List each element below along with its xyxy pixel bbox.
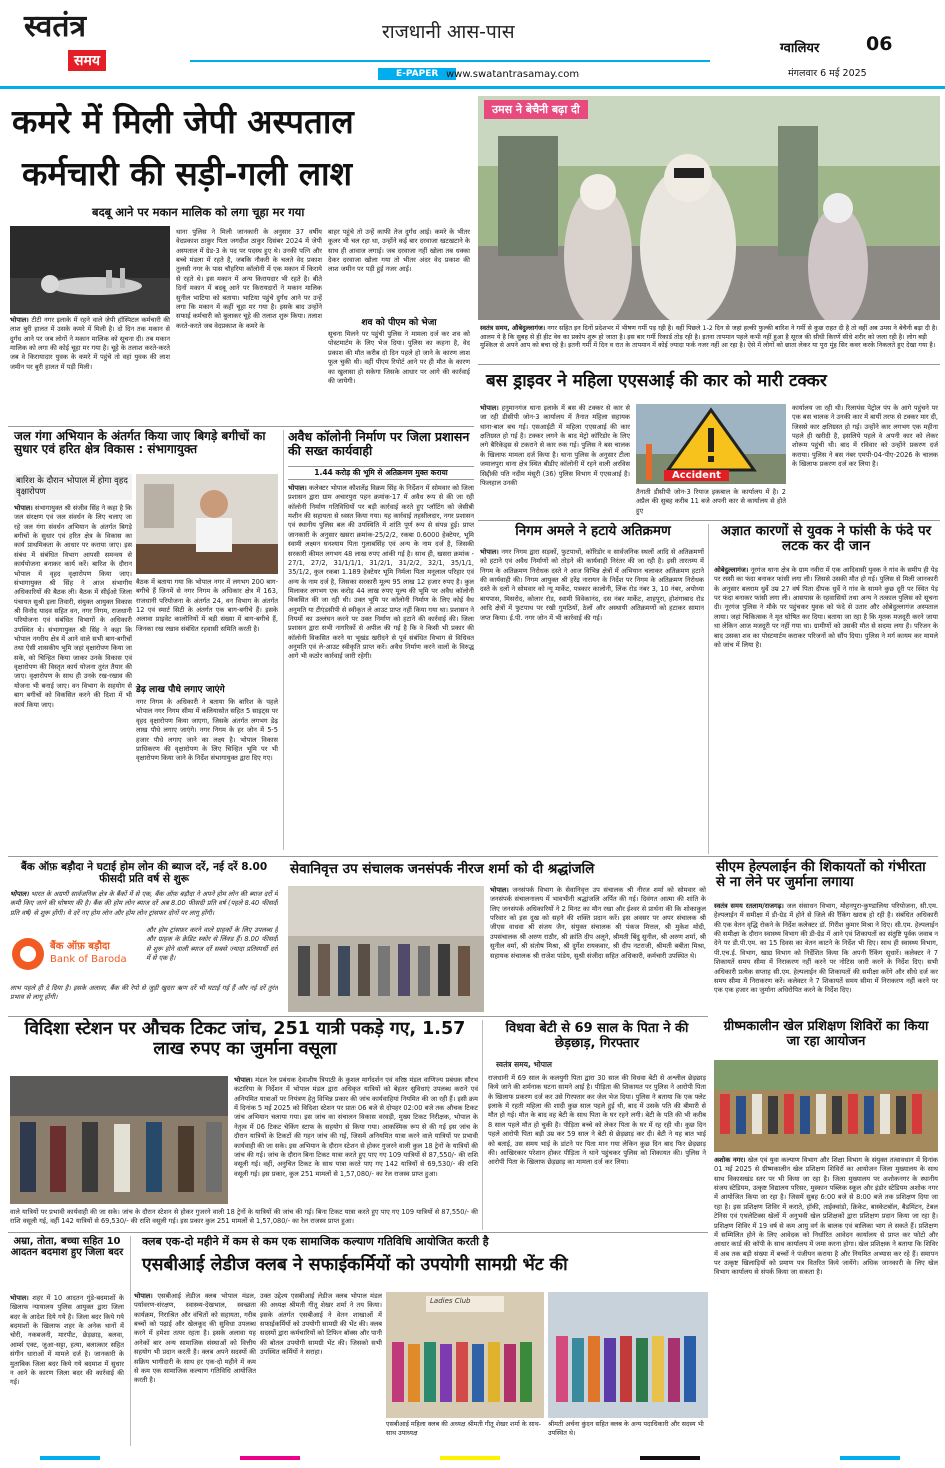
bus-story: [478, 370, 940, 520]
logo-top: स्वतंत्र: [24, 9, 87, 44]
divider-mid: [8, 856, 938, 857]
sbi-col1: भोपाल। एसबीआई लेडीज क्लब भोपाल मंडल, पर्यावरण-संरक्षण, स्वास्थ्य-देखभाल, स्वच्छता कार्यक्रम, निराश्रित और वंचितों को सहायता, गरीब बच्चों को पढ़ाई और खेलकूद की सुविधा उपलब्ध करने में हमेशा तत्पर रहता है। इसके अलावा यह अनेकों बार अन्य सामाजिक संस्थाओं को वित्तीय सहयोग भी प्रदान करती है। क्लब अपने सदस्यों की सक्रिय भागीदारी के साथ हर एक-दो महीने में कम से कम एक सामाजिक कल्याण गतिविधि आयोजित करती है।: [134, 1292, 256, 1385]
colony-story: [286, 430, 476, 850]
lead-col1: भोपाल। टीटी नगर इलाके में रहने वाले जेपी हॉस्पिटल कर्मचारी की लाश बुरी हालत में उसके कमरे में मिली है। दो दिन तक मकान से दुर्गंध आने पर जब लोगों ने मकान मालिक को सूचना दी। तब मकान मालिक को लगा की कोई चूहा मर गया है। चूहे के तलाश करते-करते जब वे किरायादार युवक के कमरे में पहुंचे तो वहां युवक की लाश जमीन पर बुरी हालत में पड़ी मिली।: [10, 316, 170, 371]
summer-photo: [714, 1060, 938, 1152]
epaper-label: E-PAPER: [378, 68, 456, 80]
bob-logo: [10, 926, 140, 982]
lead-col3b-text: सूचना मिलने पर पहुंची पुलिस ने मामला दर्ज कर शव को पोस्टमार्टम के लिए भेज दिया। पुलिस का कहना है, वेद प्रकाश की मौत करीब दो दिन पहले हो जाने के कारण लाश फूल चुकी थी। वहीं पीएम रिपोर्ट आने पर ही मौत के कारण का खुलासा हो सकेगा जिसके आधार पर आगे की कार्रवाई की जायेगी।: [328, 330, 470, 385]
lead-dateline: भोपाल।: [10, 316, 29, 324]
summer-dateline: अशोक नगर।: [714, 1156, 746, 1164]
sbi-story: [134, 1236, 708, 1448]
masthead: [0, 0, 945, 92]
sbi-col2: उक्त उद्देश्य एसबीआई लेडीज क्लब भोपाल मंडल की अध्यक्ष श्रीमती गीतू शेखर शर्मा ने तय किया। इसके अंतर्गत एसबीआई ने वेतन शाखाओं में सफाईकर्मियों को उपयोगी सामग्री की भेंट की। क्लब सदस्यों द्वारा कर्मचारियों को टिफिन बॉक्स और पानी की बोतल उपयोगी सामग्री भेंट की। जिसको सभी उपस्थित कर्मियों ने सराहा।: [260, 1292, 382, 1357]
vidisha-story: [8, 1020, 480, 1230]
bus-headline: बस ड्राइवर ने महिला एएसआई की कार को मारी टक्कर: [486, 371, 827, 391]
lead-headline-line2: कर्मचारी की सड़ी-गली लाश: [22, 154, 353, 193]
issue-date: मंगलवार 6 मई 2025: [788, 68, 867, 79]
heat-caption: स्वतंत्र समय, औबेदुल्लागंज। नगर सहित इन दिनों प्रदेशभर में भीषण गर्मी पड़ रही है। वहीं पिछले 1-2 दिन से जहां हल्की फुल्की बारिश ने गर्मी से कुछ राहत दी है तो वहीं अब उमस ने बेचैनी बढ़ा दी है। आलम ये है कि सुबह से ही हीट वेव का प्रकोप शुरू हो जाता है। इस बार गर्मी रिकार्ड तोड़ रही है। इतना तापमान पहले कभी नहीं हुआ है सूरज की सीधी किरणें सीधे शरीर को जला रही है। लोग बड़ी मुश्किल से अपने आप को बचा रहे है। इतनी गर्मी में दिन व रात के तापमान में कोई ज्यादा फर्क नजर नहीं आ रहा है। ऐसे में लोगों को छाता लेकर या पूरा मुंह सिर कवर करके निकलते हुए देखा गया है।: [480, 324, 938, 350]
logo-bottom: समय: [68, 50, 106, 71]
nigam-story: [478, 524, 706, 824]
lead-headline-line1: कमरे में मिली जेपी अस्पताल: [12, 102, 354, 141]
nigam-body: भोपाल। नगर निगम द्वारा सड़कों, फुटपाथों, कॉरिडोर व सार्वजनिक स्थलों आदि से अतिक्रमणों को हटाने एवं अवैध निर्माणों को तोड़ने की कार्यवाही निरंतर की जा रही है। इसी तारतम्य में निगम के अतिक्रमण निरोधक दस्ते ने आज विभिन्न क्षेत्रों में अभियान चलाकर अतिक्रमण हटाने की कार्यवाही की। निगम आयुक्त श्री हरेंद्र नारायन के निर्देश पर निगम के अतिक्रमण निरोधक दस्ते के दलों ने सोमवार को न्यू मार्केट, पत्रकार कालोनी, लिंक रोड नंबर 3, 10 नंबर, अयोध्या बायपास, मिसरोद, कोलार रोड, स्वामी विवेकानंद, दस नंबर मार्केट, शाहपुरा, होशंगाबाद रोड आदि क्षेत्रों में फुटपाथ पर रखी गुमठियों, ठेलों और अस्थायी अतिक्रमणों को हटाकर सामान जप्त किया। ई.पी. नगर जोन में भी कार्रवाई की गई।: [480, 548, 704, 622]
widow-byline: स्वतंत्र समय, भोपाल: [496, 1060, 552, 1069]
summer-story: [712, 1020, 940, 1440]
cm-headline: सीएम हेल्पलाईन की शिकायतों को गंभीरता से ना लेने पर जुर्माना लगाया: [716, 859, 926, 891]
jal-dateline: भोपाल।: [14, 504, 33, 512]
jal-photo: [136, 474, 278, 574]
footer-registration-bars: [0, 1452, 945, 1464]
divider-vidisha-widow: [482, 1020, 483, 1230]
accident-label: Accident: [664, 470, 729, 481]
nigam-dateline: भोपाल।: [480, 548, 499, 556]
neeraj-body: भोपाल। जनसंपर्क विभाग के सेवानिवृत्त उप संचालक श्री नीरज शर्मा को सोमवार को जनसंपर्क संचालनालय में भावभीनी श्रद्धांजलि अर्पित की गई। दिवंगत आत्मा की शांति के लिए जनसंपर्क अधिकारियों ने 2 मिनट का मौन रखा और ईश्वर से प्रार्थना की कि शोकाकुल परिवार को इस दुख को सहने की शक्ति प्रदान करें। इस अवसर पर अपर संचालक श्री जीएस वाधवा श्री संजय जैन, संयुक्त संचालक श्री पंकज मित्तल, श्री मुकेश मोदी, उपसंचालक श्री अरुण राठौर, श्री क्रांति दीप अलूने, श्रीमती बिंदु सुनील, श्री अरुण शर्मा, श्री सुनील वर्मा, श्री संतोष मिश्रा, श्री दुर्गेश रायकवार, श्री दीप नटराजी, श्रीमती बबीता मिश्रा, सहायक संचालक श्री राजेश पांडेय, सुश्री संजीदा सहित अधिकारी, कर्मचारी उपस्थित थे।: [490, 886, 706, 960]
sbi-photo-1: [386, 1292, 544, 1418]
sbi-photo-2: [548, 1292, 708, 1418]
bus-dateline: भोपाल।: [480, 404, 499, 412]
hanging-body: ओबेदुल्लागंज। नूरगंज थाना क्षेत्र के ग्राम नवीरा में एक आदिवासी युवक ने गांव के समीप ही पेड़ पर रस्सी का फंदा बनाकर फांसी लगा ली। जिससे उसकी मौत हो गई। पुलिस से मिली जानकारी के अनुसार बलराम धुर्वे उम्र 27 वर्ष पिता दीपक धुर्वे ने गांव के सामने कुछ दूरी पर स्थित पेड़ पर फंदा बनाकर फांसी लगा ली। आसपास के रहवासियों तथा अन्य ने तत्काल पुलिस को सूचना दी। नूरगंज पुलिस ने मौके पर पहुंचकर युवक को फंदे से उतार और ओबेदुल्लागंज अस्पताल लाया। जहां चिकित्सक ने मृत घोषित कर दिया। बताया जा रहा है कि मृतक मजदूरी करने जाया था लेकिन आज मजदूरी पर नहीं गया था। ग्रामीणों को उसकी मौत से सदमा लगा है। परिजन के बाद उसका शव का पोस्टमार्टम कराकर परिजनों को सौंप दिया। पुलिस ने मर्ग कायम कर मामले को जांच में लिया है।: [714, 566, 938, 649]
jal-headline: जल गंगा अभियान के अंतर्गत किया जाए बिगड़े बगीचों का सुधार एवं हरित क्षेत्र विकास : संभागायुक्त: [14, 429, 266, 457]
bus-col1: भोपाल। हनुमानगंज थाना इलाके में बस की टक्कर से कार से जा रही डीसीपी जोन-3 कार्यालय में तैनात महिला सहायक थाना-बाल बच गई। एसआईटी में महिला एएसआई की कार क्षतिग्रस्त हो गई है। टक्कर लगने के बाद मेट्रो कॉरिडोर के लिए लगे बैरिकेड्स से टकराने से कार रुक गई। पुलिस ने बस चालक के खिलाफ मामला दर्ज किया है। थाना पुलिस के अनुसार टीला जमालपुरा थाना क्षेत्र स्थित बीडीए कॉलोनी में रहने वाली अरविस सिद्दीकी पति नदीम मंसूरी (36) पुलिस विभाग में एएसआई है। फिलहाल उनकी: [480, 404, 630, 487]
sbi-photo1-label: Ladies Club: [430, 1297, 471, 1305]
cm-body: स्वतंत्र समय रतलाम/राजगढ़। जल संसाधन विभाग, मोहनपुरा-कुण्डालिया परियोजना, सी.एम. हेल्पलाईन में समीक्षा में डी-ग्रेड में होने से जिले की रैंकिंग खराब हो रही है। संबंधित अधिकारी की एक वेतन वृद्धि रोकने के निर्देश कलेक्टर डॉ. गिरीश कुमार मिश्रा ने दिए। सी.एम. हेल्पलाईन की समीक्षा के दौरान स्वास्थ्य विभाग की डी-ग्रेड में आने एवं शिकायतों का संतुष्टि पूर्वक जवाब न देने पर डी.पी.एम. का 15 दिवस का वेतन काटने के निर्देश भी दिए। साथ ही स्वास्थ्य विभाग, पी.एच.ई. विभाग, खाद्य विभाग को निर्देशित किया कि अपनी रैंकिंग सुधारें। कलेक्टर ने 7 शिकायतें समय सीमा में निराकरण नहीं करने पर नोटिस जारी करने के निर्देश दिए। सभी अधिकारी प्रत्येक सप्ताह सी.एम. हेल्पलाईन की शिकायतों की समीक्षा करेंगे और सीधे दर्ज कर समय सीमा में निराकरण करें। कलेक्टर ने 7 शिकायतें समय सीमा में निराकरण नहीं करने पर एक एक हजार का जुर्माना अधिरोपित करने के निर्देश दिए।: [714, 902, 938, 995]
sbi-photo1-caption: एसबीआई महिला क्लब की अध्यक्ष श्रीमती गीतू शेखर शर्मा के साथ-साथ उपाध्यक्ष: [386, 1420, 542, 1437]
lead-col3: [328, 228, 470, 424]
nigam-headline: निगम अमले ने हटाये अतिक्रमण: [515, 523, 671, 539]
lead-subhead2: शव को पीएम को भेजा: [361, 318, 437, 328]
sbi-headline: एसबीआई लेडीज क्लब ने सफाईकर्मियों को उपयोगी सामग्री भेंट की: [142, 1255, 568, 1275]
crime-body: भोपाल। शहर में 10 आदतन गुंडे-बदमाशों के खिलाफ न्यायालय पुलिस आयुक्त द्वारा जिला बदर के आदेश दिये गये है। जिला बदर किये गये बदमाशों के खिलाफ शहर के अनेक थानों में चोरी, नकबजनी, मारपीट, छेड़छाड़, बलवा, आर्म्स एक्ट, जुआ-सट्टा, हत्या, बलात्कार सहित संगीन धाराओं में मामले दर्ज है। जानकारी के मुताबिक जिला बदर किये गये बदमाश में सुधार न आने के कारण जिला बदर की कार्रवाई की गई।: [10, 1294, 124, 1387]
hanging-headline: अज्ञात कारणों से युवक ने फांसी के फंदे पर लटक कर दी जान: [720, 523, 932, 555]
bob-logo-icon: [10, 936, 46, 972]
bar-magenta: [240, 1456, 300, 1460]
hanging-story: [712, 524, 940, 854]
jal-col2: [136, 578, 278, 858]
divider-lower: [8, 1016, 708, 1017]
city-label: ग्वालियर: [780, 41, 820, 56]
divider-bottom: [8, 1232, 708, 1233]
colony-dateline: भोपाल।: [288, 484, 307, 492]
bar-yellow: [440, 1456, 500, 1460]
vidisha-body: भोपाल। मंडल रेल प्रबंधक देवाशीष त्रिपाठी के कुशल मार्गदर्शन एवं वरिष्ठ मंडल वाणिज्य प्रबंधक सौरभ कटारिया के निर्देशन में भोपाल मंडल द्वारा अधिकृत यात्रियों को बेहतर सुविधाएं उपलब्ध कराने एवं अनियमित यात्राओं पर नियंत्रण हेतु विभिन्न प्रकार की जांच कार्यवाहियां नियमित की जा रही हैं। इसी क्रम में दिनांक 5 मई 2025 को विदिशा स्टेशन पर प्रातः 06 बजे से दोपहर 02:00 बजे तक औचक टिकट जांच अभियान चलाया गया। इस जांच का संचालन विकास वरवड़ी, मुख्य टिकट निरीक्षक, भोपाल के नेतृत्व में 06 टिकट चेकिंग स्टाफ के सहयोग से किया गया। आकस्मिक रूप से की गई इस जांच के दौरान यात्रियों के टिकटों की गहन जांच की गई, जिसमें अनियमित यात्रा करने वाले यात्रियों पर प्रभावी कार्यवाही की जा सके। इस अभियान के दौरान स्टेशन से होकर गुजरने वाली कुल 18 ट्रेनों के यात्रियों की जांच की गई। जांच के दौरान बिना टिकट यात्रा करते हुए पाए गए 109 यात्रियों से 87,550/- की राशि वसूली गई। वहीं, अनुचित टिकट के साथ यात्रा करते पाए गए 142 यात्रियों से 69,530/- की राशि वसूली गई। इस प्रकार, कुल 251 मामलों से 1,57,080/- का रेल राजस्व प्राप्त हुआ।: [234, 1076, 478, 1178]
sbi-dateline: भोपाल।: [134, 1292, 153, 1300]
crime-scene-photo: [10, 226, 170, 314]
heat-banner: उमस ने बेचैनी बढ़ा दी: [484, 100, 588, 119]
neeraj-story: [286, 862, 706, 1014]
bar-cyan: [40, 1456, 100, 1460]
lead-subhead: बदबू आने पर मकान मालिक को लगा चूहा मर गया: [92, 205, 305, 219]
bob-body: भोपाल। भारत के अग्रणी सार्वजनिक क्षेत्र के बैंकों में से एक, बैंक ऑफ़ बड़ौदा ने अपने होम लोन की ब्याज दरों में कमी किए जाने की घोषणा की है। बैंक की होम लोन ब्याज दरें अब 8.00 फीसदी प्रति वर्ष (पहले 8.40 फीसदी प्रति वर्ष) से शुरू होंगी। ये दरें नए होम लोन और होम लोन ट्रांसफर दोनों पर लागू होंगी।: [10, 890, 278, 917]
neeraj-headline: सेवानिवृत्त उप संचालक जनसंपर्क नीरज शर्मा को दी श्रद्धांजलि: [290, 861, 595, 877]
widow-story: [486, 1020, 708, 1230]
jal-story: [8, 430, 280, 860]
colony-subhead: 1.44 करोड़ की भूमि से अतिक्रमण मुक्त कराया: [288, 466, 474, 480]
bob-side: और होम ट्रांसफ़र करने वाले ग्राहकों के लिए उपलब्ध है और ग्राहक के क्रेडिट स्कोर से लिंक्ड हैं। 8.00 फीसदी से शुरू होने वाली ब्याज दरें सबसे ज्यादा प्रतिस्पर्धी दरों में से एक है।: [146, 926, 278, 963]
bob-tail: लाभ पहले ही दे दिया है। इसके अलावा, बैंक की रेपो से जुड़ी खुदरा ऋण दरें भी घटाई गई हैं और नई दरें तुरंत प्रभाव से लागू होंगी।: [10, 984, 278, 1002]
jal-subhead2: डेढ़ लाख पौधे लगाए जाएंगे: [136, 685, 225, 695]
cm-dateline: स्वतंत्र समय रतलाम/राजगढ़।: [714, 902, 784, 910]
jal-subhead: बारिश के दौरान भोपाल में होगा वृहद वृक्षारोपण: [14, 474, 132, 500]
neeraj-dateline: भोपाल।: [490, 886, 509, 894]
heat-caption-lead: स्वतंत्र समय, औबेदुल्लागंज।: [480, 324, 546, 332]
jal-col1: भोपाल। संभागायुक्त श्री संजीव सिंह ने कहा है कि जल संरक्षण एवं जल संवर्धन के लिए चलाए जा रहे जल गंगा संवर्धन अभियान के अंतर्गत बिगड़े बगीचों के सुधार एवं हरित क्षेत्र के विकास का कार्य प्राथमिकता के आधार पर कराया जाए। इस संबंध में संबंधित विभाग आपसी समन्वय से कार्ययोजना बनाकर कार्य करें। बारिश के दौरान भोपाल में वृहद वृक्षारोपण किया जाए। संभागायुक्त श्री सिंह ने आज संभागीय अधिकारियों की बैठक ली। बैठक में सीईओ जिला पंचायत सुश्री इला तिवारी, संयुक्त आयुक्त विकास श्री विनोद यादव सहित वन, नगर निगम, राजधानी परियोजना एवं संबंधित विभागों के अधिकारी उपस्थित थे। संभागायुक्त श्री सिंह ने कहा कि भोपाल नगरीय क्षेत्र में आने वाले सभी बाग-बगीचों तथा ऐसी शासकीय भूमि जहां वृक्षारोपण किया जा सके, को चिन्हित किया जाकर उनके विकास एवं वृक्षारोपण की विस्तृत कार्य योजना तुरंत तैयार की जाए। वृक्षारोपण के साथ ही उनके रख-रखाव की योजना भी बनाई जाए। वन विभाग के सहयोग से बाग बगीचों को विकसित करने की दिशा में भी कार्य किया जाए।: [14, 504, 132, 709]
widow-body: राजधानी में 69 साल के कलयुगी पिता द्वारा 30 साल की विधवा बेटी से अश्लील छेड़छाड़ किये जाने की शर्मनाक घटना सामने आई है। पीड़िता की शिकायत पर पुलिस ने आरोपी पिता के खिलाफ प्रकरण दर्ज कर उसे गिरफ्तार कर जेल भेज दिया। पुलिस ने बताया कि एक फ्लेट इलाके में रहती महिला की शादी कुछ साल पहले हुई थी, बाद में उसके पति की बीमारी से मौत हो गई। मौत के बाद वह बेटी के साथ पिता के घर रहने लगी। बेटी के पति की भी करीब 8 साल पहले मौत हो चुकी है। पीड़िता बच्चे को लेकर पिता के घर में रह रही थी। कुछ दिन पहले आरोपी पिता बड़ी उम्र कर 59 साल ने बेटी से छेड़छाड़ कर दी। बेटी ने यह बात भाई को बताई, उस समय भाई के डांटने पर पिता मान गया लेकिन कुछ दिन बाद फिर छेड़छाड़ की। आखिरकार परेशान होकर पीड़िता ने थाने पहुंचकर पुलिस को शिकायत की। पुलिस ने आरोपी पिता के खिलाफ छेड़छाड़ का मामला दर्ज कर लिया।: [488, 1074, 706, 1167]
divider-crime-sbi: [130, 1236, 131, 1446]
lead-col3-text: बाहर पहुंचे तो उन्हें काफी तेज दुर्गंध आई। कमरे के भीतर कूलर भी चल रहा था, उन्होंने कई बार दरवाजा खटखटाने के साथ ही आवाज लगाई। जब दरवाजा नहीं खोला तब धक्का देकर दरवाजा खोला गया तो भीतर अंदर वेद प्रकाश की लाश जमीन पर पड़ी हुई नजर आई।: [328, 228, 470, 274]
colony-body: भोपाल। कलेक्टर भोपाल कौशलेंद्र विक्रम सिंह के निर्देशन में सोमवार को जिला प्रशासन द्वारा ग्राम अचारपुरा पहन क्रमांक-17 में अवैध रूप से की जा रही कॉलोनी निर्माण गतिविधियों पर बड़ी कार्रवाई करते हुए प्लॉटिंग को जेसीबी मशीन की सहायता से ध्वस्त किया गया। यह कार्रवाई तहसीलदार, नगर प्रशासन एवं स्थानीय पुलिस बल की उपस्थिति में शांति पूर्ण रूप से संपन्न हुई। प्राप्त जानकारी के अनुसार खसरा क्रमांक-25/2/2, रकबा 0.6000 हेक्टेयर, भूमि स्वामी लक्ष्मन घनश्याम पिता गुलाबसिंह एवं अन्य के नाम दर्ज है, जिसकी सरकारी कीमत लगभग 48 लाख रुपए आंकी गई है। साथ ही, खसरा क्रमांक - 27/1, 27/2, 31/1/1/1, 31/2/1, 31/2/2, 32/1, 35/1/1, 35/1/2, कुल रकबा 1.189 हेक्टेयर भूमि निर्मला पिता मनूलाल परिहार एवं अन्य के नाम दर्ज है, जिसका सरकारी मूल्य 95 लाख 12 हजार रुपए है। कुल मिलाकर लगभग एक करोड़ 44 लाख रुपए मूल्य की भूमि पर अवैध कॉलोनी विकसित की जा रही थी। उक्त भूमि पर कॉलोनी निर्माण के लिए कोई वैध अनुमति या टीएंडसीपी से स्वीकृत ले आउट प्राप्त नहीं किया गया था। प्रशासन ने नियमों का उल्लंघन करने पर उक्त निर्माण को हटाने की कार्रवाई की। जिला प्रशासन द्वारा सभी नागरिकों से अपील की गई है कि वे किसी भी प्रकार की कॉलोनी विकसित करने या भूखंड खरीदने से पूर्व संबंधित विभाग से विधिवत अनुमति एवं ले-आउट स्वीकृति प्राप्त करें। अवैध निर्माण करने वालों के विरुद्ध आगे भी कठोर कार्रवाई जारी रहेगी।: [288, 484, 474, 661]
website-link[interactable]: www.swatantrasamay.com: [446, 69, 580, 80]
divider-jal-colony: [283, 430, 284, 850]
jal-col2-text: बैठक में बताया गया कि भोपाल नगर में लगभग 200 बाग-बगीचे हैं जिनमें से नगर निगम के अधिकार क्षेत्र में 163, राजधानी परियोजना के अंतर्गत 24, वन विभाग के अंतर्गत 12 एवं स्मार्ट सिटी के अंतर्गत एक बाग-बगीचे हैं। इसके अलावा प्राइवेट कालोनियों में बड़ी संख्या में बाग-बगीचे हैं, जिनका रख रखाव संबंधित रहवासी समिति करती है।: [136, 578, 278, 633]
summer-headline: ग्रीष्मकालीन खेल प्रशिक्षण शिविरों का किया जा रहा आयोजन: [723, 1019, 929, 1049]
bob-headline: बैंक ऑफ़ बड़ौदा ने घटाई होम लोन की ब्याज दरें, नई दरें 8.00 फीसदी प्रति वर्ष से शुरू: [20, 861, 268, 885]
section-title: राजधानी आस-पास: [382, 21, 515, 43]
bob-dateline: भोपाल।: [10, 890, 29, 898]
bob-logo-hindi: बैंक ऑफ़ बड़ौदा: [50, 941, 110, 952]
lead-story: [8, 96, 472, 426]
header-cyan-bar: [190, 60, 710, 62]
logo[interactable]: [24, 10, 144, 80]
bob-logo-english: Bank of Baroda: [50, 954, 127, 965]
bus-col2: तैनाती डीसीपी जोन-3 रियाज इकबाल के कार्यालय में है। 2 अप्रैल की सुबह करीब 11 बजे अपनी कार से कार्यालय से होते हुए: [636, 488, 786, 515]
jal-col2b-text: नगर निगम के अधिकारी ने बताया कि बारिश के पहले भोपाल नगर निगम सीमा में कलियासोत सहित 5 साइट्स पर वृहद वृक्षारोपण किया जाएगा, जिसके अंतर्गत लगभग डेढ़ लाख पौधे लगाए जाएंगे। नगर निगम के हर जोन में 5-5 हजार पौधे लगाए जाने का लक्ष्य है। भोपाल विकास प्राधिकरण की वृक्षारोपण के लिए चिन्हित भूमि पर भी वृक्षारोपण किया जाने के निर्देश संभागायुक्त द्वारा दिए गए।: [136, 698, 278, 763]
page-number: 06: [866, 33, 893, 55]
vidisha-headline: विदिशा स्टेशन पर औचक टिकट जांच, 251 यात्री पकड़े गए, 1.57 लाख रुपए का जुर्माना वसूला: [24, 1019, 466, 1059]
heat-photo: [478, 96, 940, 320]
bus-col3: कार्यालय जा रही थी। रिलायंस पेट्रोल पंप के आगे पहुंचने पर एक बस चालक ने उनकी कार में बायीं तरफ से टक्कर मार दी, जिससे कार क्षतिग्रस्त हो गई। उन्होंने कार लगभग एक महीना पहले ही खरीदी है, इसलिये पहले वे अपनी कार को लेकर शोरूम पहुंची थी। बाद में रविवार को उन्होंने प्रकरण दर्ज कराया। पुलिस ने बस नंबर एमपी-04-पीए-2026 के चालक के खिलाफ प्रकरण दर्ज कर लिया है।: [792, 404, 938, 469]
colony-headline: अवैध कॉलोनी निर्माण पर जिला प्रशासन की सख्त कार्यवाही: [288, 429, 470, 458]
summer-body: अशोक नगर। खेल एवं युवा कल्याण विभाग और शिक्षा विभाग के संयुक्त तत्वावधान में दिनांक 01 मई 2025 से ग्रीष्मकालीन खेल प्रशिक्षण शिविरों का आयोजन जिला मुख्यालय के साथ साथ विकासखंड स्तर पर भी किया जा रहा है। जिला मुख्यालय पर अशोकनगर के स्थानीय संजय स्टेडियम, उत्कृष्ट विद्यालय परिसर, मुस्कान पब्लिक स्कूल और इंडोर स्टेडियम अशोक नगर में आयोजित किया जा रहा है। जिसमें सुबह 6:00 बजे से 8:00 बजे तक प्रशिक्षण दिया जा रहा है। इस प्रशिक्षण शिविर में कराते, हॉकी, ताईक्वांडो, क्रिकेट, बास्केटबॉल, बैडमिंटन, टेबल टेनिस एवं एथलेटिक्स खेलों में अनुभवी खेल प्रशिक्षकों द्वारा प्रशिक्षण प्रदान किया जा रहा है। प्रशिक्षण शिविर में 19 वर्ष से कम आयु वर्ग के बालक एवं बालिका भाग ले सकते हैं। प्रशिक्षण में सम्मिलित होने के लिए आवेदक को निर्धारित आवेदन कार्यालय से प्राप्त कर फोटो और आधार कार्ड की कॉपी के साथ कार्यालय में जमा करना होगा। खेल प्रशिक्षक ने बताया कि शिविर में अब तक बड़ी संख्या में बच्चों ने पंजीयन कराया है और नियमित अभ्यास कर रहे हैं। समापन पर उत्कृष्ट खिलाड़ियों को प्रमाण पत्र वितरित किये जायेंगे। अधिक जानकारी के लिए खेल विभाग कार्यालय से संपर्क किया जा सकता है।: [714, 1156, 938, 1277]
neeraj-photo: [288, 886, 484, 1012]
header-rule: [0, 86, 945, 89]
hanging-dateline: ओबेदुल्लागंज।: [714, 566, 749, 574]
vidisha-photo: [10, 1076, 228, 1204]
vidisha-dateline: भोपाल।: [234, 1076, 253, 1084]
sbi-kicker: क्लब एक-दो महीने में कम से कम एक सामाजिक कल्याण गतिविधि आयोजित करती है: [142, 1235, 489, 1248]
bar-cyan-2: [840, 1456, 900, 1460]
divider-nigam-hanging: [708, 524, 709, 854]
lead-col2: थाना पुलिस ने मिली जानकारी के अनुसार 37 वर्षीय वेदप्रकाश ठाकुर पिता जगदीश ठाकुर दिसंबर 2024 में जेपी अस्पताल में ग्रेड-3 के पद पर पदस्थ हुए थे। उनकी पत्नि और बच्चे मंडला में रहते है, जबकि नौकरी के चलते वेद प्रकाश तुलसी नगर के पास चौहरिया कॉलोनी में एक मकान में किराये से रहते थे। इस मकान में अन्य किरायदार भी रहते है। बीते दिनों मकान में बदबू आने पर किरायदारों ने मकान मालिक सुनील भाटिया को बताया। भाटिया पहुंचे दुर्गंध आने पर उन्हें लगा कि मकान में कहीं चूहा मर गया है। इसके बाद उन्होंने सफाई कर्मचारी को बुलाकर चूहे की तलाश शुरू किया। तलाश करते-करते जब वेदप्रकाश के कमरे के: [176, 228, 322, 330]
divider-lead: [8, 426, 474, 427]
divider-bus: [478, 520, 940, 521]
divider-heat: [478, 364, 940, 365]
sbi-photo2-caption: श्रीमती अर्चना कुंदन सहित क्लब के अन्य पदाधिकारी और सदस्य भी उपस्थित थे।: [548, 1420, 704, 1437]
widow-headline: विधवा बेटी से 69 साल के पिता ने की छेड़छाड़, गिरफ्तार: [505, 1021, 689, 1051]
bar-black: [640, 1456, 700, 1460]
bob-story: [8, 862, 280, 1012]
crime-story: [8, 1236, 126, 1446]
cm-story: [712, 860, 940, 1016]
vidisha-photo-caption: वाले यात्रियों पर प्रभावी कार्यवाही की जा सके। जांच के दौरान स्टेशन से होकर गुजरने वाली 18 ट्रेनों के यात्रियों की जांच की गई। बिना टिकट यात्रा करते हुए पाए गए 109 यात्रियों से 87,550/- की राशि वसूली गई, वहीं 142 यात्रियों से 69,530/- की राशि वसूली गई। इस प्रकार कुल 251 मामलों से 1,57,080/- का रेल राजस्व प्राप्त हुआ।: [10, 1208, 478, 1226]
crime-headline: अम्रा, तोता, बच्चा सहित 10 आदतन बदमाश हुए जिला बदर: [10, 1236, 124, 1259]
crime-dateline: भोपाल।: [10, 1294, 29, 1302]
